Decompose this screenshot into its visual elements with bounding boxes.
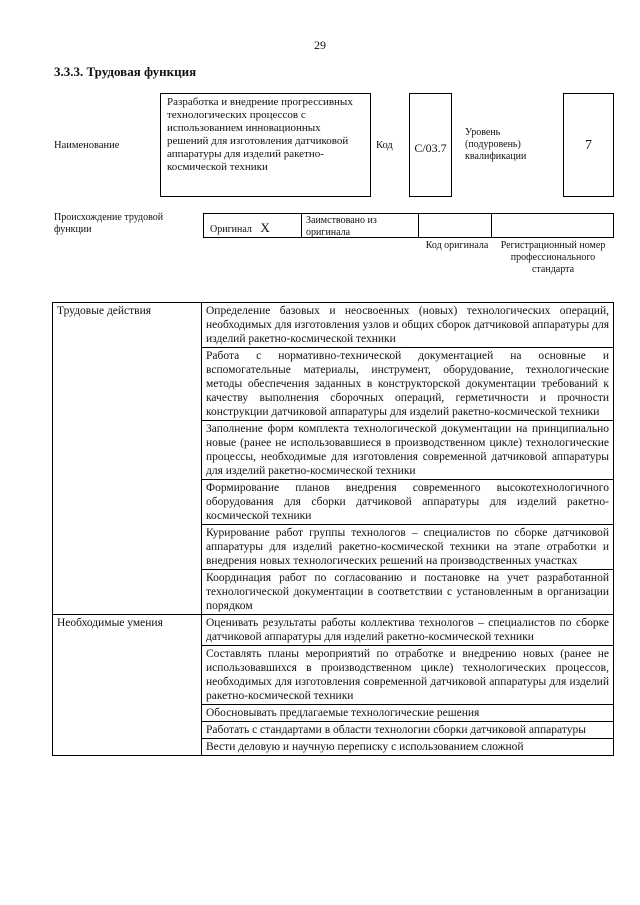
original-label: Оригинал	[210, 224, 252, 235]
reg-number-caption: Регистрационный номер профессионального стандарта	[500, 240, 606, 275]
table-cell: Вести деловую и научную переписку с использованием сложной	[202, 739, 614, 756]
code-label: Код	[376, 140, 393, 151]
page-number: 29	[314, 38, 326, 52]
original-mark: Х	[260, 220, 270, 235]
level-value-box: 7	[563, 93, 614, 197]
borrowed-cell: Заимствовано из оригинала	[301, 213, 419, 238]
original-cell	[203, 213, 302, 238]
table-cell: Работать с стандартами в области технологии сборки датчиковой аппаратуры	[202, 722, 614, 739]
section-title-skills: Необходимые умения	[53, 615, 202, 756]
function-table	[52, 302, 614, 756]
function-name-box: Разработка и внедрение прогрессивных технологических процессов с использованием инновационных решений для изготовления датчиковой аппаратуры для изделий ракетно-космической техники	[160, 93, 371, 197]
table-cell: Составлять планы мероприятий по отработке и внедрению новых (ранее не использовавшихся в производственном цикле) технологических процессов, необходимых для изготовления современной датчиковой аппаратуры для изделий ракетно-космической техники	[202, 646, 614, 705]
table-cell: Заполнение форм комплекта технологической документации на принципиально новые (ранее не использовавшиеся в производственном цикле) технологические процессы, необходимые для изготовления современной датчиковой аппаратуры для изделий ракетно-космической техники	[202, 421, 614, 480]
origin-row	[203, 213, 614, 238]
section-title-actions: Трудовые действия	[53, 303, 202, 615]
level-label: Уровень (подуровень) квалификации	[465, 127, 527, 162]
table-row	[53, 615, 614, 646]
table-cell: Координация работ по согласованию и постановке на учет разработанной технологической документации в соответствии с установленным в организации порядком	[202, 570, 614, 615]
table-cell: Работа с нормативно-технической документацией на основные и вспомогательные материалы, инструмент, оборудование, технологические методы обеспечения заданных в конструкторской документации требований к качеству выполнения сборочных операций, герметичности и прочности конструкции датчиковой аппаратуры для изделий ракетно-космической техники	[202, 348, 614, 421]
table-cell: Курирование работ группы технологов – специалистов по сборке датчиковой аппаратуры для изделий ракетно-космической техники на этапе отработки и внедрения новых технологических решений на производственных участках	[202, 525, 614, 570]
table-cell: Оценивать результаты работы коллектива технологов – специалистов по сборке датчиковой аппаратуры для изделий ракетно-космической техники	[202, 615, 614, 646]
section-title: 3.3.3. Трудовая функция	[54, 64, 197, 79]
code-original-cell	[418, 213, 492, 238]
code-original-caption: Код оригинала	[425, 240, 489, 251]
code-value-box: С/03.7	[409, 93, 452, 197]
name-label: Наименование	[54, 140, 120, 151]
table-cell: Формирование планов внедрения современного высокотехнологичного оборудования для сборки датчиковой аппаратуры для изделий ракетно-космической техники	[202, 480, 614, 525]
table-cell: Определение базовых и неосвоенных (новых) технологических операций, необходимых для изготовления узлов и общих сборок датчиковой аппаратуры для изделий ракетно-космической техники	[202, 303, 614, 348]
table-row	[53, 303, 614, 348]
origin-label: Происхождение трудовой функции	[54, 212, 164, 235]
reg-number-cell	[491, 213, 614, 238]
table-cell: Обосновывать предлагаемые технологические решения	[202, 705, 614, 722]
